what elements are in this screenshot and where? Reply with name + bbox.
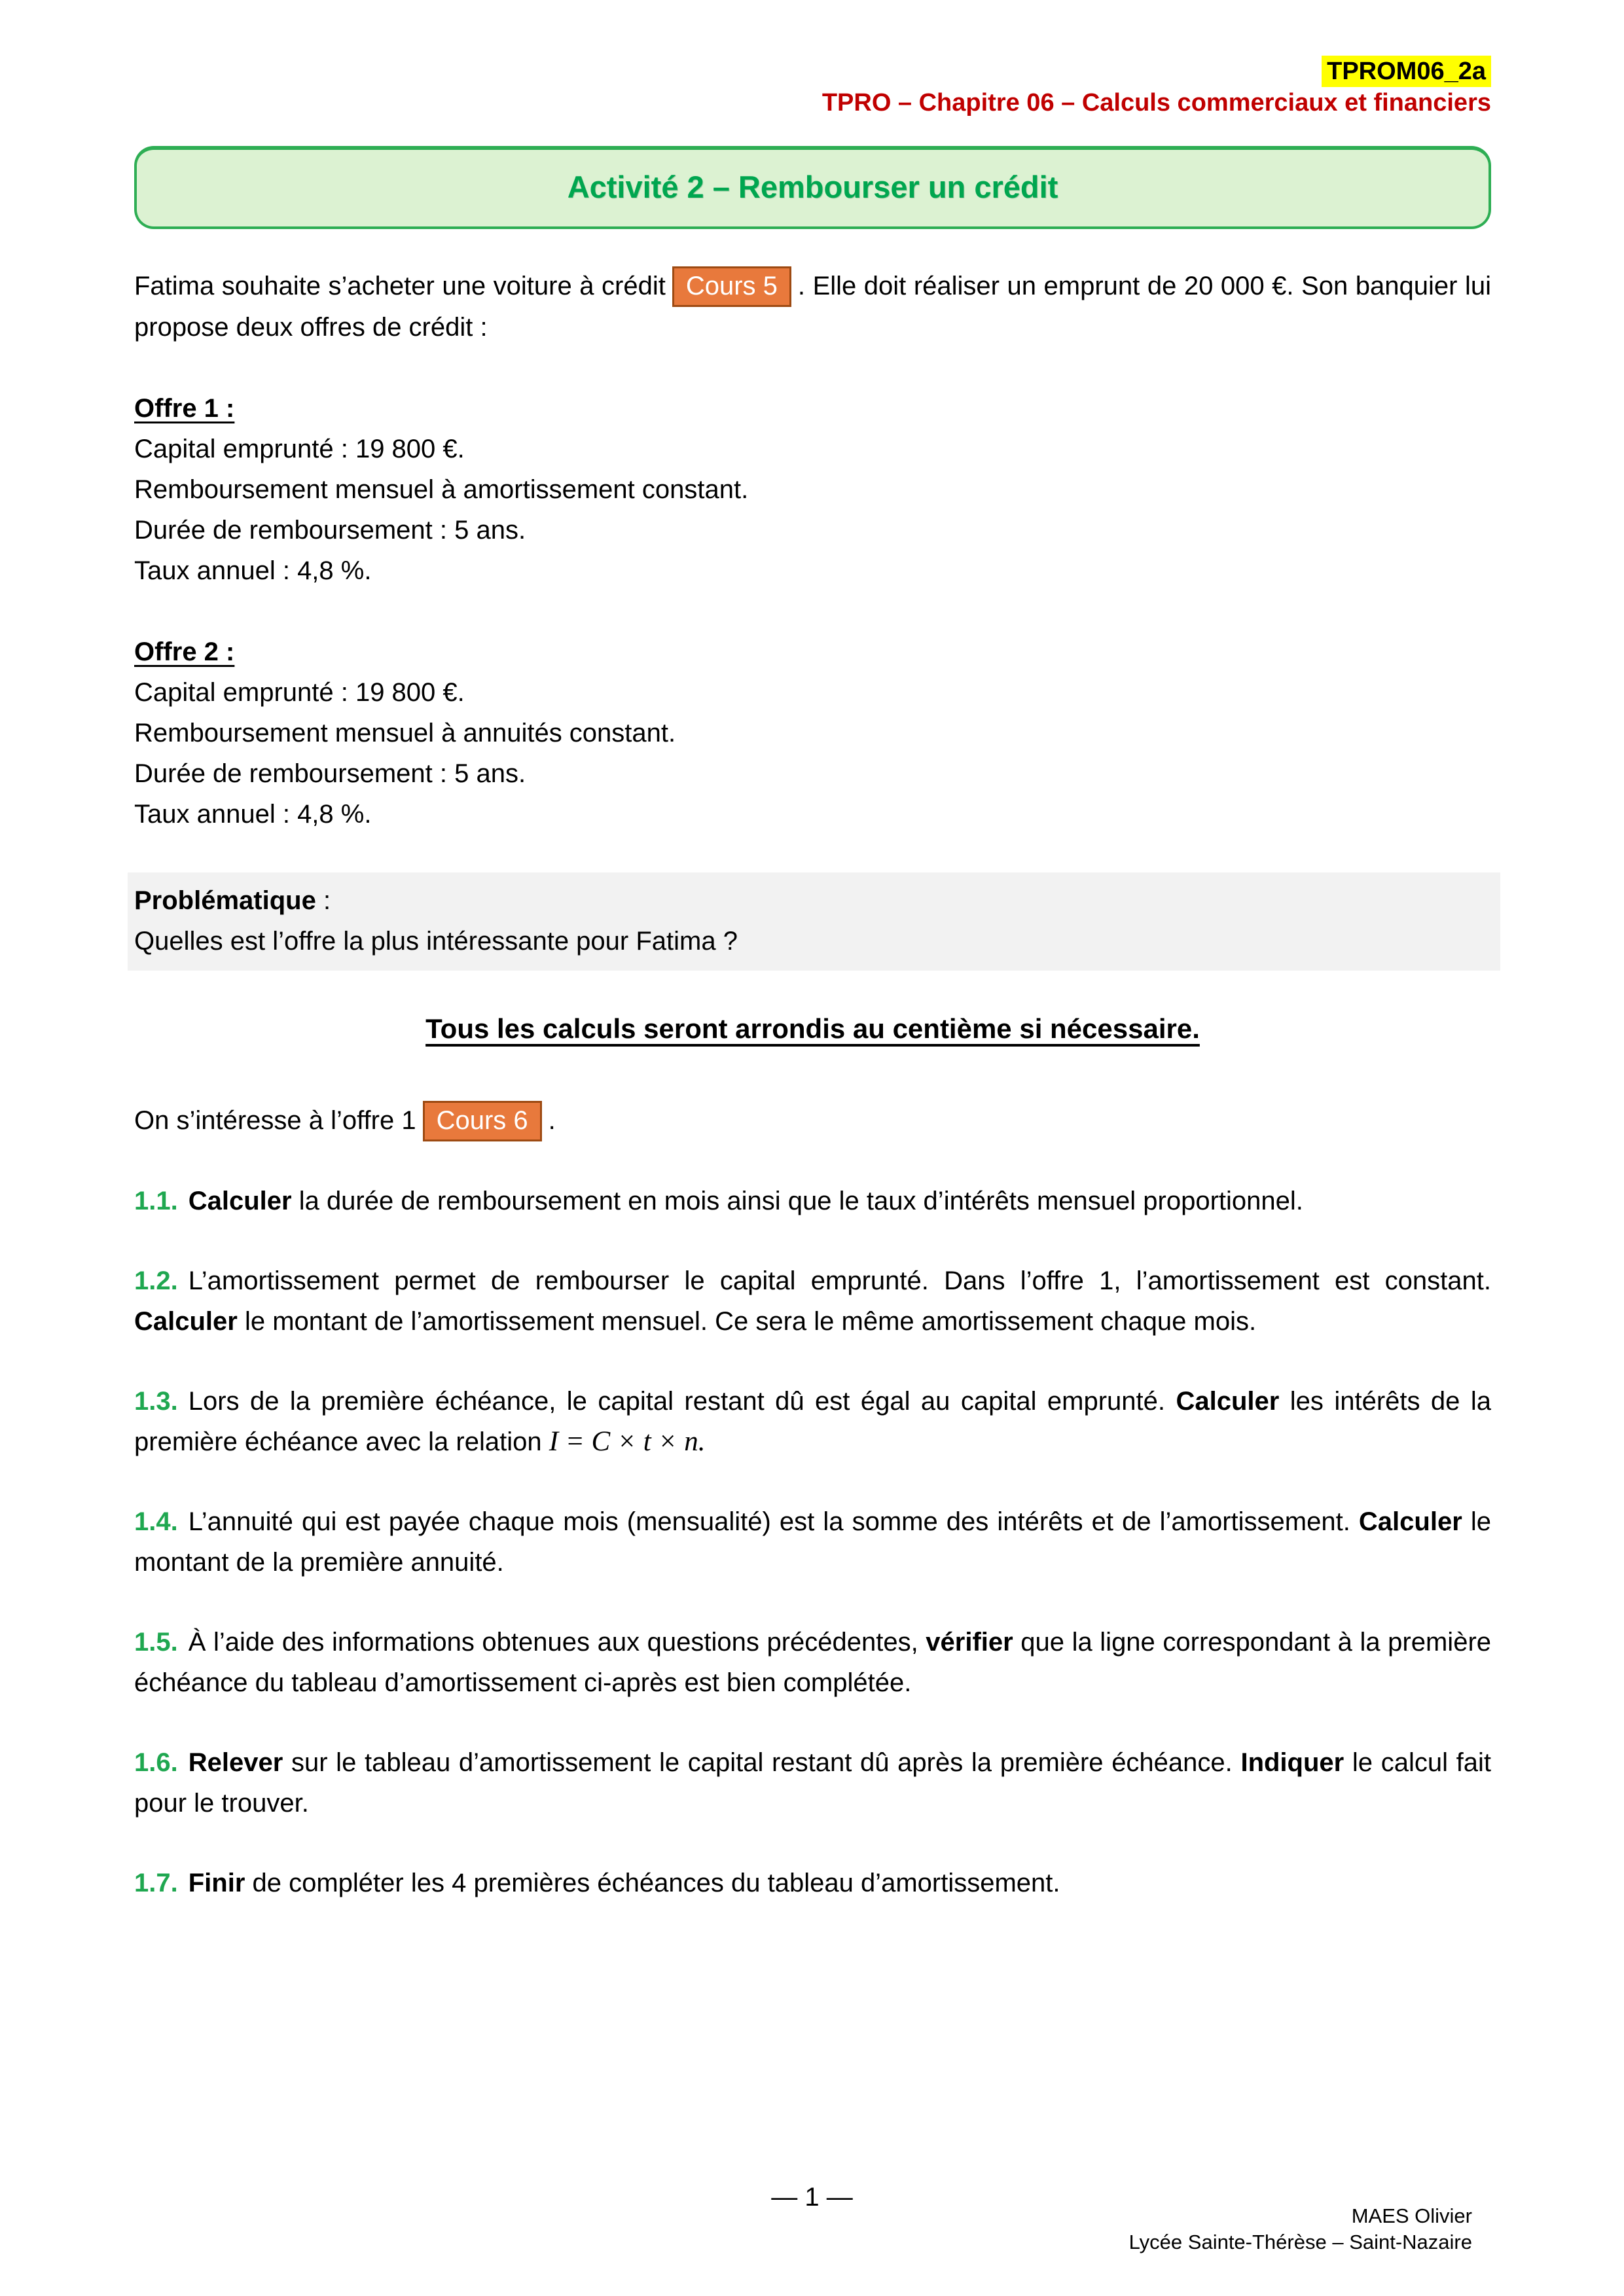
offer-1-section [134,388,1491,591]
question-text: les intérêts de la première échéance avec la relation [134,1387,1491,1456]
question-text: de compléter les 4 premières échéances du tableau d’amortissement. [245,1869,1060,1897]
offer-2-line: Remboursement mensuel à annuités constant. [134,719,676,747]
doc-ref-line [134,56,1491,87]
page-number: — 1 — [771,2183,853,2212]
offer-2-line: Capital emprunté : 19 800 €. [134,678,465,707]
question-number: 1.2. [134,1266,178,1295]
activity-title: Activité 2 – Rembourser un crédit [567,170,1058,204]
question-verb: Finir [188,1869,245,1897]
question-number: 1.5. [134,1628,178,1657]
intro-text-before: Fatima souhaite s’acheter une voiture à crédit [134,272,666,300]
question-text: que la ligne correspondant à la première échéance du tableau d’amortissement ci-après est bien complétée. [134,1628,1492,1697]
problem-label: Problématique [134,886,316,915]
interest-text-before: On s’intéresse à l’offre 1 [134,1106,416,1135]
question-text: le calcul fait pour le trouver. [134,1748,1491,1818]
intro-text-after: . Elle doit réaliser un emprunt de 20 000 €. Son banquier lui propose deux offres de crédit : [134,272,1491,342]
question-1-4 [134,1501,1491,1583]
question-text: le montant de l’amortissement mensuel. Ce sera le même amortissement chaque mois. [237,1307,1257,1336]
question-number: 1.6. [134,1748,178,1777]
question-text: le montant de la première annuité. [134,1507,1491,1577]
doc-ref-highlight: TPROM06_2a [1322,56,1491,87]
question-verb: Calculer [188,1187,292,1215]
question-1-2 [134,1261,1491,1342]
question-verb: vérifier [926,1628,1013,1657]
interest-line [134,1100,1491,1141]
question-number: 1.4. [134,1507,178,1536]
question-verb: Indiquer [1240,1748,1344,1777]
footer-author: MAES Olivier [1351,2204,1472,2227]
question-1-1 [134,1181,1491,1221]
offer-2-line: Taux annuel : 4,8 %. [134,800,372,829]
question-1-3 [134,1381,1491,1462]
problem-statement-block [128,872,1500,971]
question-verb: Calculer [1358,1507,1462,1536]
problem-question: Quelles est l’offre la plus intéressante pour Fatima ? [134,927,738,956]
question-text: Lors de la première échéance, le capital restant dû est égal au capital emprunté. [188,1387,1176,1416]
offer-1-title: Offre 1 : [134,394,235,423]
question-verb: Calculer [134,1307,238,1336]
question-number: 1.1. [134,1187,178,1215]
question-verb: Calculer [1176,1387,1280,1416]
offer-2-title: Offre 2 : [134,637,235,666]
activity-title-banner [134,146,1491,229]
offer-1-line: Taux annuel : 4,8 %. [134,556,372,585]
footer-credit [1129,2203,1472,2255]
question-number: 1.3. [134,1387,178,1416]
interest-text-after: . [548,1106,556,1135]
question-text: sur le tableau d’amortissement le capital restant dû après la première échéance. [283,1748,1241,1777]
interest-formula: I = C × t × n. [549,1426,706,1457]
question-1-6 [134,1742,1491,1823]
offer-2-line: Durée de remboursement : 5 ans. [134,759,526,788]
offer-2-section [134,632,1491,834]
document-header [134,56,1491,118]
footer-school: Lycée Sainte-Thérèse – Saint-Nazaire [1128,2231,1472,2253]
question-verb: Relever [188,1748,283,1777]
question-text: L’amortissement permet de rembourser le capital emprunté. Dans l’offre 1, l’amortissement est constant. [188,1266,1491,1295]
offer-1-line: Capital emprunté : 19 800 €. [134,435,465,463]
problem-label-line [134,880,1490,921]
problem-label-colon: : [316,886,331,915]
offer-1-line: Remboursement mensuel à amortissement constant. [134,475,749,504]
rounding-note: Tous les calculs seront arrondis au centième si nécessaire. [425,1013,1200,1044]
cours-5-badge: Cours 5 [672,266,791,307]
question-text: la durée de remboursement en mois ainsi que le taux d’intérêts mensuel proportionnel. [291,1187,1303,1215]
chapter-title: TPRO – Chapitre 06 – Calculs commerciaux et financiers [821,89,1491,117]
question-1-7 [134,1863,1491,1903]
question-text: À l’aide des informations obtenues aux questions précédentes, [188,1628,926,1657]
cours-6-badge: Cours 6 [423,1101,542,1141]
intro-paragraph [134,266,1491,348]
question-1-5 [134,1622,1491,1703]
question-number: 1.7. [134,1869,178,1897]
question-text: L’annuité qui est payée chaque mois (mensualité) est la somme des intérêts et de l’amortissement. [188,1507,1359,1536]
offer-1-line: Durée de remboursement : 5 ans. [134,516,526,545]
